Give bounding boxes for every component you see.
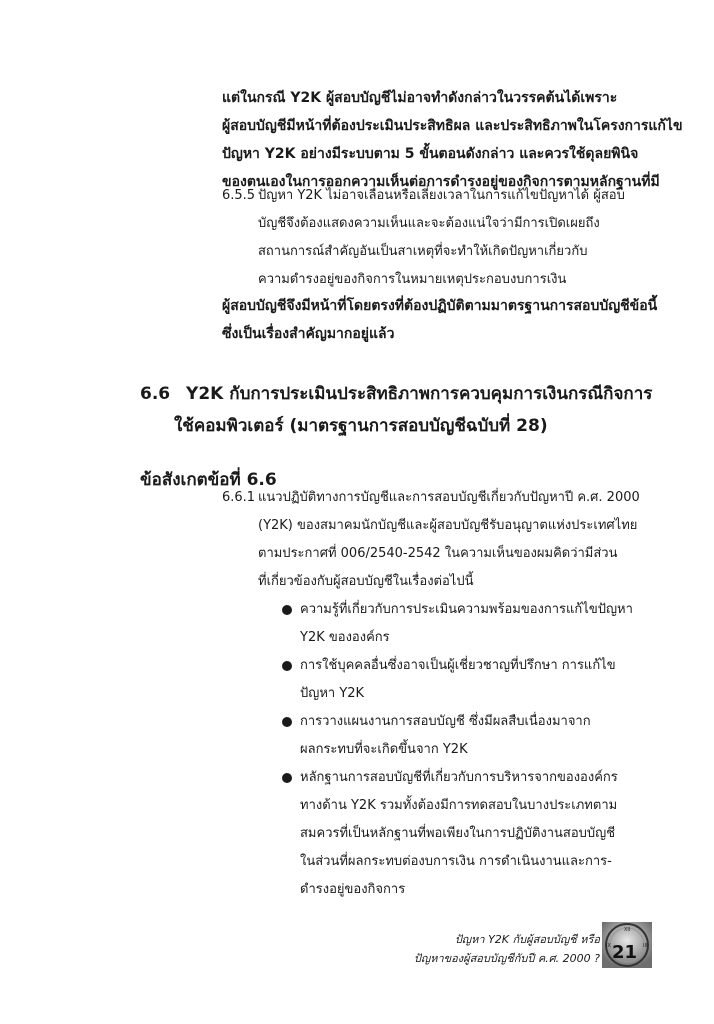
- closing-line: ซึ่งเป็นเรื่องสำคัญมากอยู่แล้ว: [222, 326, 395, 342]
- item-6-5-5: [222, 182, 662, 294]
- bullet-line: การวางแผนงานการสอบบัญชี ซึ่งมีผลสืบเนื่องมาจาก: [300, 714, 591, 729]
- intro-line: ของตนเองในการออกความเห็นต่อการดำรงอยู่ของกิจการตามหลักฐานที่มี: [222, 174, 660, 190]
- observation-heading: ข้อสังเกตข้อที่ 6.6: [140, 470, 277, 490]
- section-number: 6.6: [140, 384, 171, 404]
- item-line: ตามประกาศที่ 006/2540-2542 ในความเห็นของผมคิดว่ามีส่วน: [258, 546, 618, 561]
- intro-line: ผู้สอบบัญชีมีหน้าที่ต้องประเมินประสิทธิผล และประสิทธิภาพในโครงการแก้ไข: [222, 118, 683, 134]
- page-footer: [414, 930, 600, 968]
- bullet-line: ผลกระทบที่จะเกิดขึ้นจาก Y2K: [300, 742, 468, 757]
- item-line: แนวปฏิบัติทางการบัญชีและการสอบบัญชีเกี่ยวกับปัญหาปี ค.ศ. 2000: [258, 490, 640, 505]
- list-item: [282, 708, 654, 764]
- item-6-6-1: [222, 484, 662, 596]
- section-heading: [140, 378, 660, 442]
- svg-text:IX: IX: [606, 943, 611, 949]
- intro-line: ปัญหา Y2K อย่างมีระบบตาม 5 ขั้นตอนดังกล่าว และควรใช้ดุลยพินิจ: [222, 146, 639, 162]
- intro-paragraph: [222, 84, 683, 196]
- closing-paragraph: [222, 292, 658, 348]
- bullet-line: ในส่วนที่ผลกระทบต่องบการเงิน การดำเนินงานและการ-: [300, 854, 612, 869]
- intro-line: แต่ในกรณี Y2K ผู้สอบบัญชีไม่อาจทำดังกล่าวในวรรคต้นได้เพราะ: [222, 90, 618, 106]
- item-line: สถานการณ์สำคัญอันเป็นสาเหตุที่จะทำให้เกิดปัญหาเกี่ยวกับ: [258, 244, 588, 259]
- item-line: (Y2K) ของสมาคมนักบัญชีและผู้สอบบัญชีรับอนุญาตแห่งประเทศไทย: [258, 518, 638, 533]
- item-line: บัญชีจึงต้องแสดงความเห็นและจะต้องแน่ใจว่ามีการเปิดเผยถึง: [258, 216, 600, 231]
- list-item: [282, 652, 654, 708]
- bullet-line: การใช้บุคคลอื่นซึ่งอาจเป็นผู้เชี่ยวชาญที่ปรึกษา การแก้ไข: [300, 658, 616, 673]
- svg-text:III: III: [643, 943, 648, 949]
- page-number: 21: [612, 942, 638, 963]
- footer-line2: ปัญหาของผู้สอบบัญชีกับปี ค.ศ. 2000 ?: [413, 952, 600, 965]
- section-title-line1: Y2K กับการประเมินประสิทธิภาพการควบคุมการเงินกรณีกิจการ: [186, 384, 653, 404]
- list-item: [282, 764, 654, 904]
- bullet-icon: [282, 605, 292, 615]
- item-number: 6.6.1: [222, 490, 256, 505]
- bullet-line: ทางด้าน Y2K รวมทั้งต้องมีการทดสอบในบางประเภทตาม: [300, 798, 618, 813]
- section-title-line2: ใช้คอมพิวเตอร์ (มาตรฐานการสอบบัญชีฉบับที่ 28): [174, 416, 548, 436]
- bullet-line: หลักฐานการสอบบัญชีที่เกี่ยวกับการบริหารจากขององค์กร: [300, 770, 618, 785]
- bullet-line: สมควรที่เป็นหลักฐานที่พอเพียงในการปฏิบัติงานสอบบัญชี: [300, 826, 616, 841]
- bullet-icon: [282, 661, 292, 671]
- footer-line1: ปัญหา Y2K กับผู้สอบบัญชี หรือ: [454, 933, 600, 946]
- item-line: ความดำรงอยู่ของกิจการในหมายเหตุประกอบงบการเงิน: [258, 272, 567, 287]
- item-line: ปัญหา Y2K ไม่อาจเลื่อนหรือเลี่ยงเวลาในการแก้ไขปัญหาได้ ผู้สอบ: [258, 188, 625, 203]
- item-line: ที่เกี่ยวข้องกับผู้สอบบัญชีในเรื่องต่อไปนี้: [258, 574, 474, 589]
- bullet-list: [282, 596, 654, 904]
- list-item: [282, 596, 654, 652]
- closing-line: ผู้สอบบัญชีจึงมีหน้าที่โดยตรงที่ต้องปฏิบัติตามมาตรฐานการสอบบัญชีข้อนี้: [222, 298, 658, 314]
- bullet-line: Y2K ขององค์กร: [300, 630, 390, 645]
- bullet-icon: [282, 717, 292, 727]
- svg-text:XII: XII: [624, 927, 631, 933]
- item-number: 6.5.5: [222, 188, 256, 203]
- bullet-icon: [282, 773, 292, 783]
- bullet-line: ปัญหา Y2K: [300, 686, 365, 701]
- bullet-line: ความรู้ที่เกี่ยวกับการประเมินความพร้อมของการแก้ไขปัญหา: [300, 602, 633, 617]
- bullet-line: ดำรงอยู่ของกิจการ: [300, 882, 406, 897]
